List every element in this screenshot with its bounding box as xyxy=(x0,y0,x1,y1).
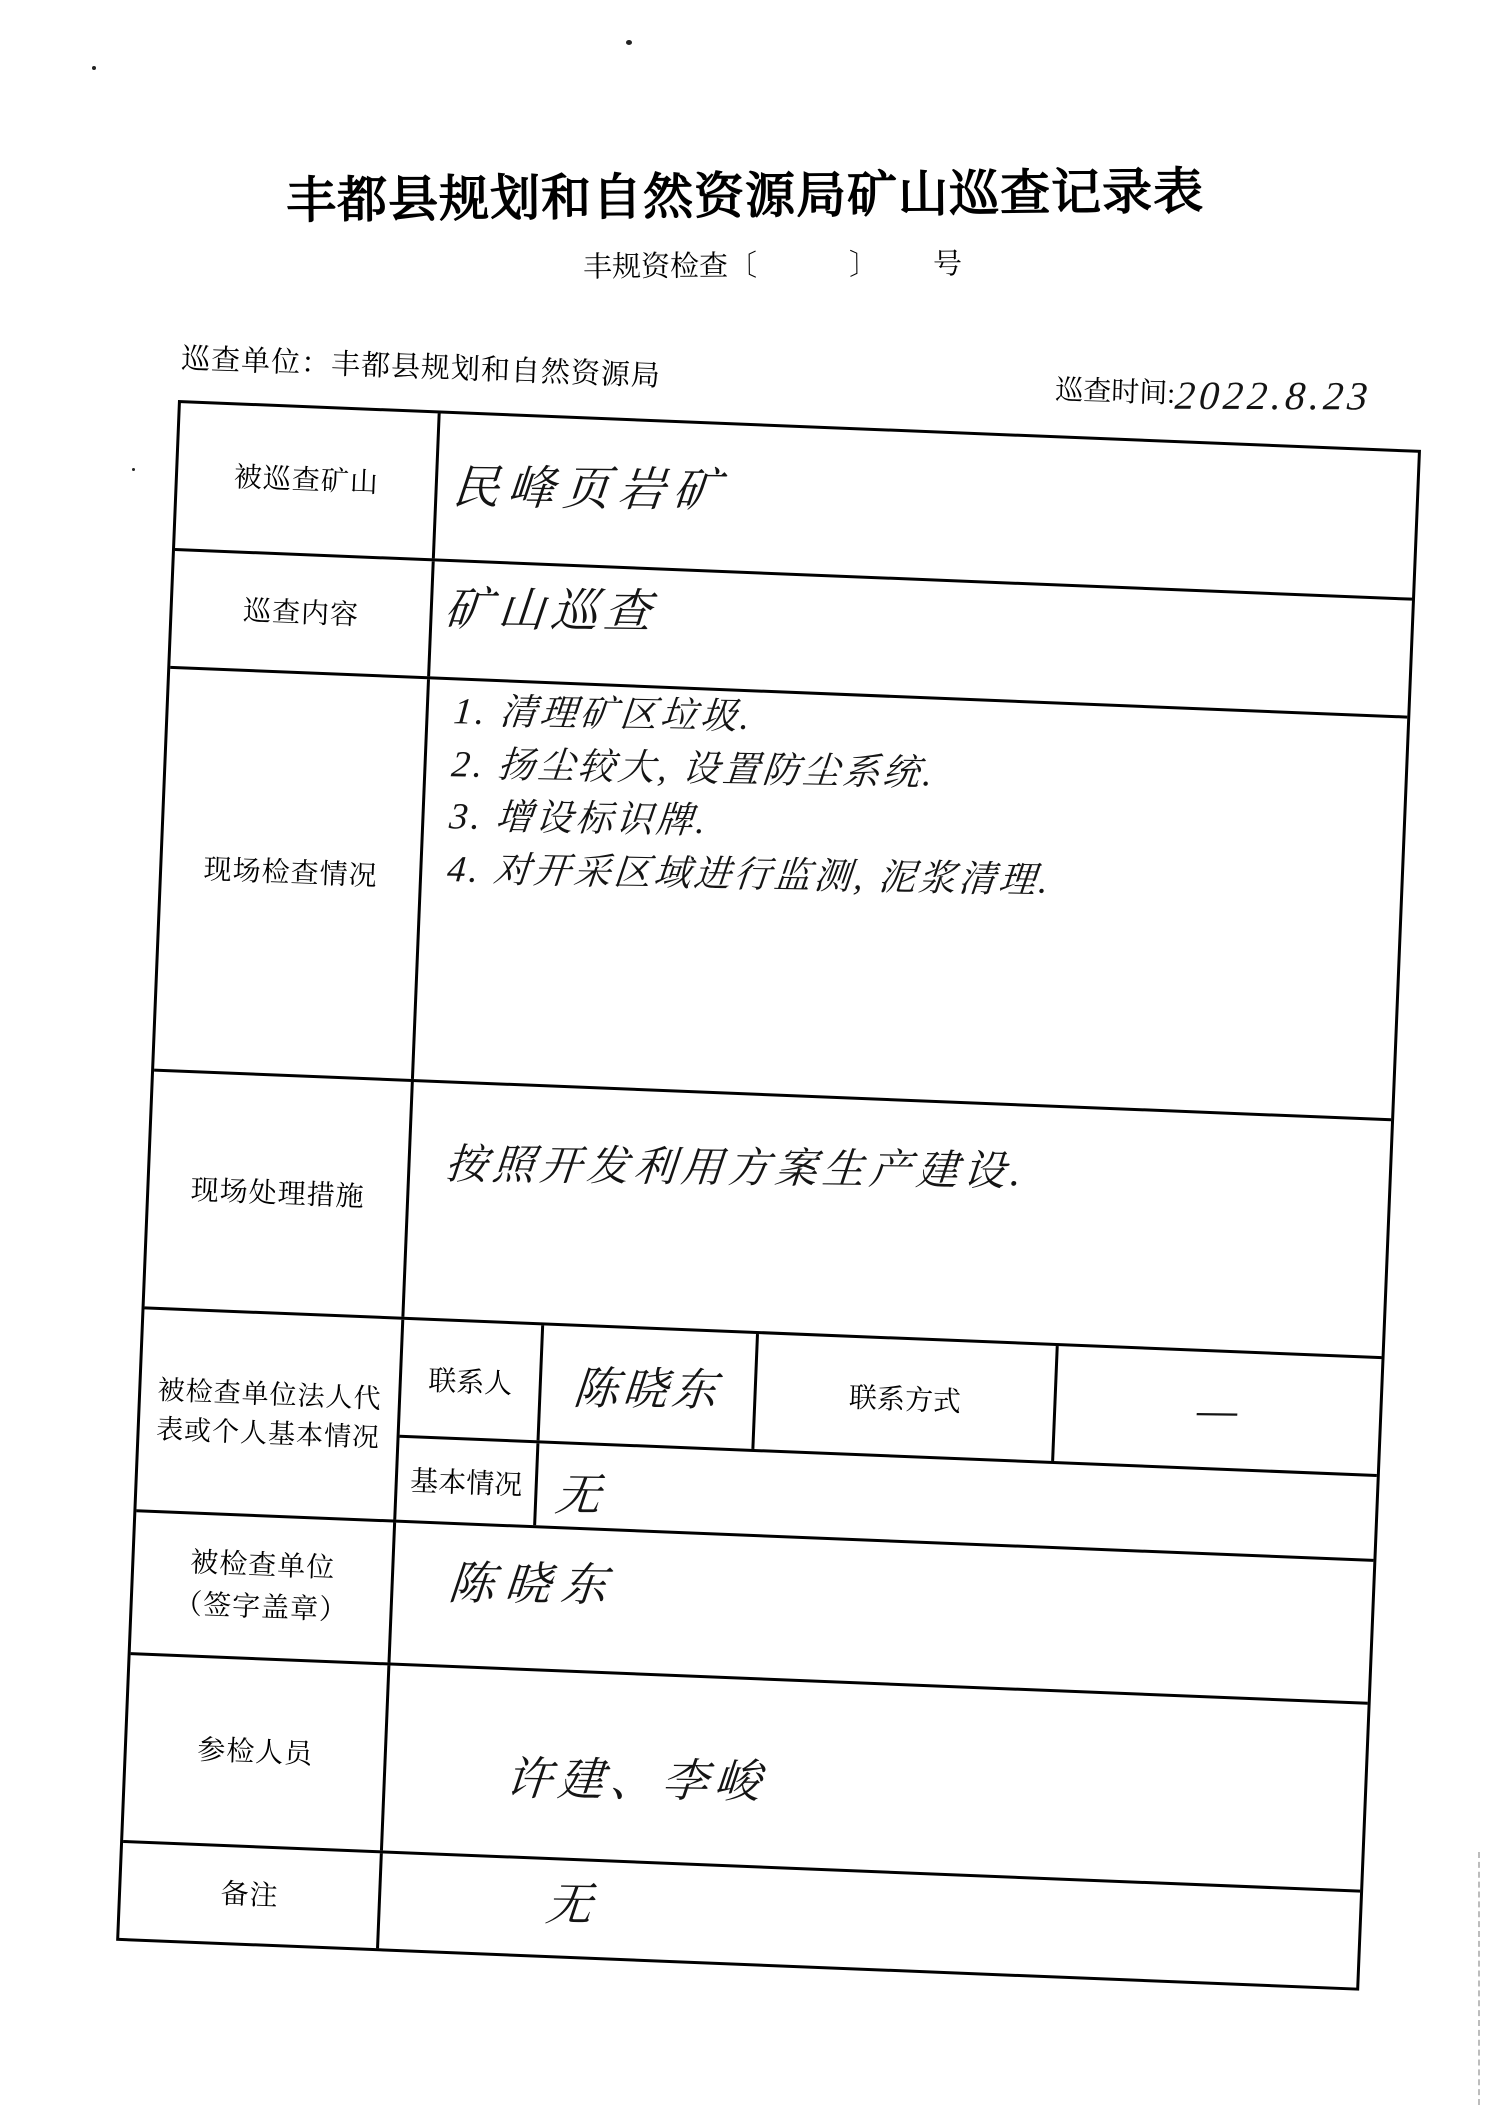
participants-handwritten-signatures: 许建、李峻 xyxy=(503,1753,769,1808)
site-check-line-4: 4. 对开采区域进行监测, 泥浆清理. xyxy=(445,848,1053,902)
site-measures-label: 现场处理措施 xyxy=(145,1072,414,1317)
inspected-mine-label: 被巡查矿山 xyxy=(175,403,441,558)
legal-representative-label: 被检查单位法人代表或个人基本情况 xyxy=(136,1309,404,1519)
inspection-record-table xyxy=(116,400,1421,1991)
remarks-label: 备注 xyxy=(119,1843,383,1948)
site-check-line-2: 2. 扬尘较大, 设置防尘系统. xyxy=(449,743,937,795)
site-check-line-1: 1. 清理矿区垃圾. xyxy=(451,691,755,738)
inspection-unit-value: 丰都县规划和自然资源局 xyxy=(330,348,662,393)
inspection-content-label: 巡查内容 xyxy=(170,551,434,676)
inspected-mine-handwritten-value: 民峰页岩矿 xyxy=(450,462,731,518)
contact-person-handwritten-value: 陈晓东 xyxy=(571,1363,724,1416)
inspected-unit-signature-label xyxy=(131,1512,396,1662)
inspected-unit-handwritten-signature: 陈晓东 xyxy=(446,1557,619,1611)
contact-method-value-cell xyxy=(1054,1346,1381,1474)
site-measures-value-cell xyxy=(404,1082,1391,1356)
doc-number-line xyxy=(583,241,962,285)
scan-speck xyxy=(132,468,135,471)
basic-situation-label: 基本情况 xyxy=(396,1438,539,1526)
table-row-site-check xyxy=(154,669,1407,1121)
basic-situation-handwritten-value: 无 xyxy=(553,1470,603,1521)
scan-speck xyxy=(626,40,632,45)
site-measures-handwritten-value: 按照开发利用方案生产建设. xyxy=(443,1142,1028,1196)
contact-method-label: 联系方式 xyxy=(754,1334,1058,1461)
site-check-label: 现场检查情况 xyxy=(154,669,430,1079)
participants-label: 参检人员 xyxy=(123,1655,390,1850)
doc-number-close-bracket: 〕 xyxy=(848,249,879,282)
site-check-value-cell xyxy=(414,679,1407,1118)
site-check-line-3: 3. 增设标识牌. xyxy=(447,796,710,843)
doc-number-blank xyxy=(757,274,849,275)
doc-number-suffix: 号 xyxy=(932,248,963,281)
inspection-content-handwritten-value: 矿山巡查 xyxy=(442,583,660,639)
participants-signature-cell xyxy=(383,1666,1368,1890)
site-check-handwritten-list xyxy=(446,686,1057,920)
inspection-unit-label: 巡查单位： xyxy=(180,342,332,381)
doc-number-prefix: 丰规资检查〔 xyxy=(582,250,758,284)
inspection-time-line xyxy=(1055,368,1372,425)
inspected-unit-label-line1: 被检查单位 xyxy=(189,1547,336,1585)
scan-edge-artifact xyxy=(1478,1852,1480,2105)
contact-person-value-cell xyxy=(540,1325,759,1449)
remarks-handwritten-value: 无 xyxy=(543,1879,594,1931)
contact-person-label: 联系人 xyxy=(400,1320,545,1441)
inspection-unit-line xyxy=(180,336,661,395)
inspection-time-handwritten-value: 2022.8.23 xyxy=(1173,372,1374,419)
inspected-unit-label-line2: （签字盖章） xyxy=(173,1588,349,1627)
page-title: 丰都县规划和自然资源局矿山巡查记录表 xyxy=(285,162,1205,230)
legal-representative-detail-cell xyxy=(396,1320,1381,1559)
scan-speck xyxy=(92,66,96,70)
inspection-time-label: 巡查时间: xyxy=(1054,374,1176,410)
